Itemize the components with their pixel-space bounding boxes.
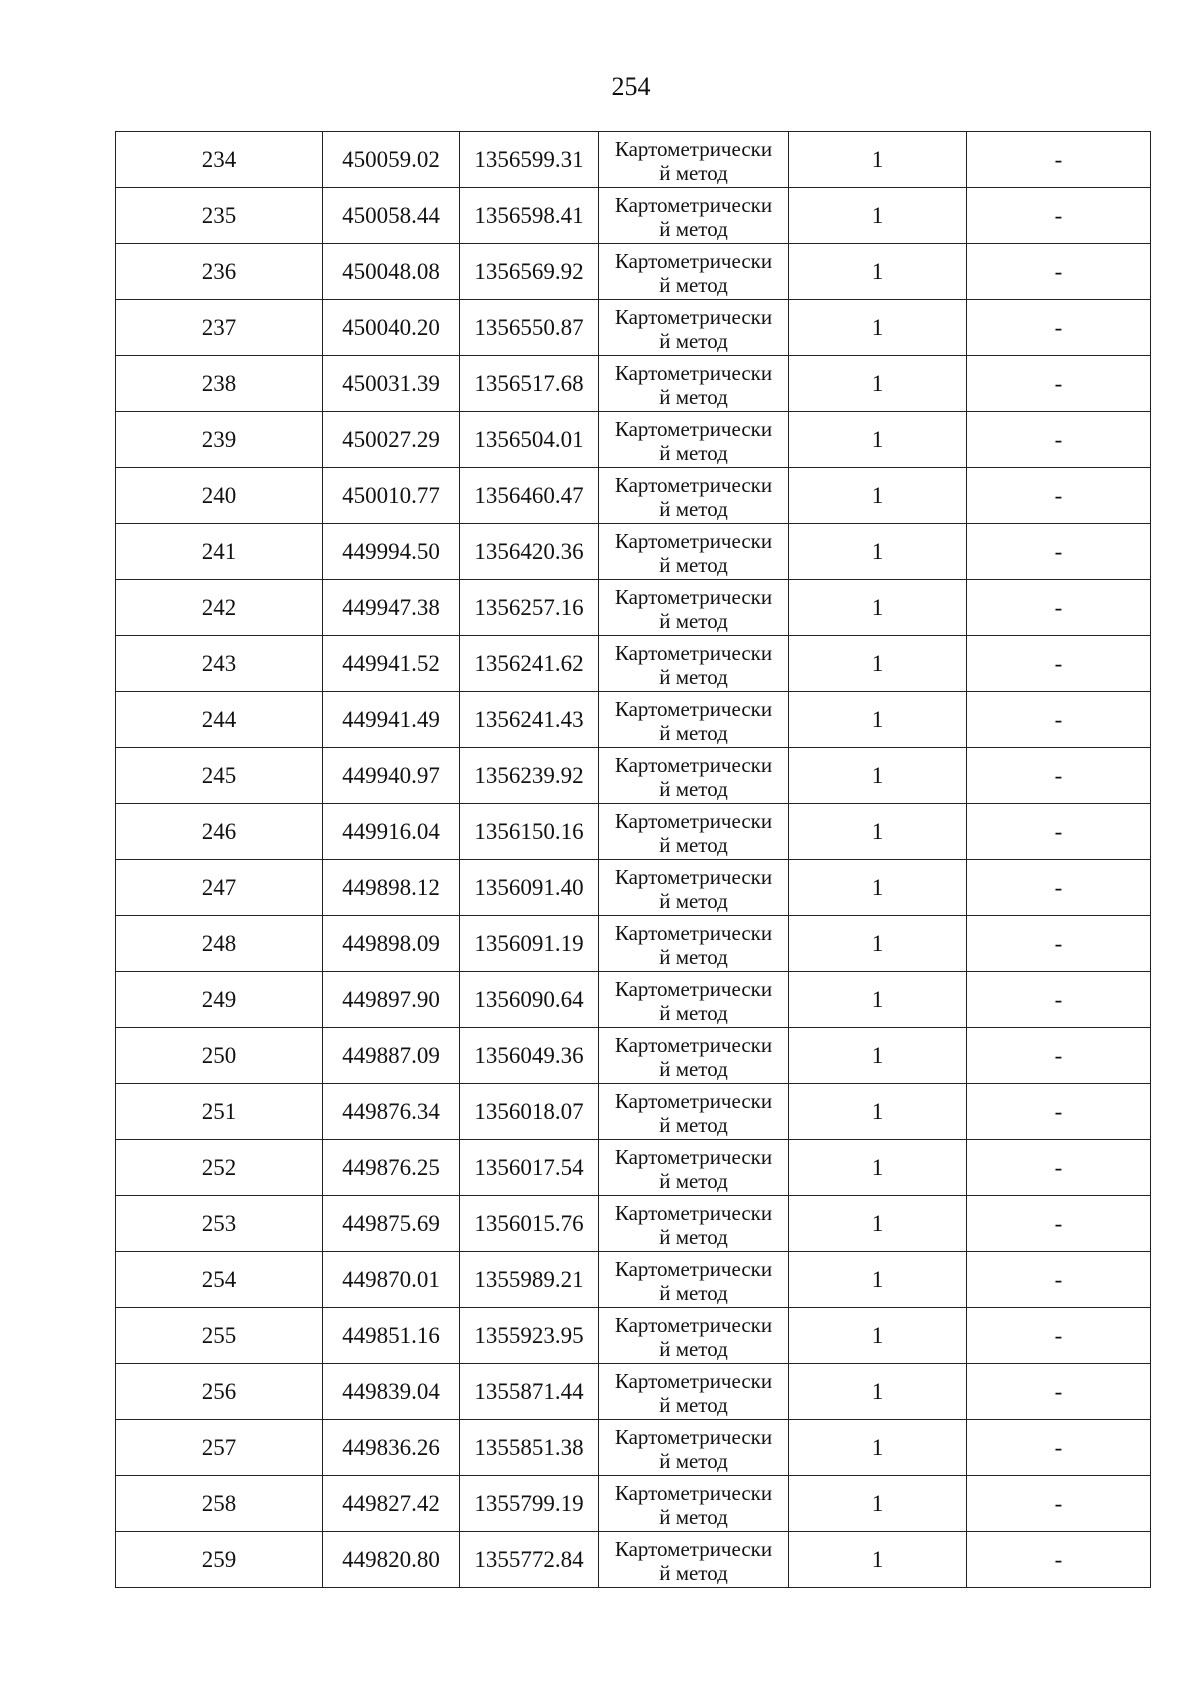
method-cell bbox=[599, 524, 789, 580]
method-line-1: Картометрически bbox=[614, 696, 773, 721]
method-line-2: й метод bbox=[659, 1056, 728, 1081]
method-cell bbox=[599, 916, 789, 972]
method-cell bbox=[599, 188, 789, 244]
table-row bbox=[116, 1252, 1151, 1308]
coordinate-x-cell: 449941.52 bbox=[323, 636, 460, 692]
table-row bbox=[116, 804, 1151, 860]
point-number-cell: 239 bbox=[116, 412, 323, 468]
method-line-2: й метод bbox=[659, 1112, 728, 1137]
point-number-cell: 245 bbox=[116, 748, 323, 804]
table-row bbox=[116, 1308, 1151, 1364]
accuracy-cell: 1 bbox=[789, 468, 967, 524]
accuracy-cell: 1 bbox=[789, 1476, 967, 1532]
table-row bbox=[116, 1420, 1151, 1476]
method-line-2: й метод bbox=[659, 328, 728, 353]
point-number-cell: 247 bbox=[116, 860, 323, 916]
point-number-cell: 236 bbox=[116, 244, 323, 300]
coordinate-x-cell: 449947.38 bbox=[323, 580, 460, 636]
method-line-2: й метод bbox=[659, 1504, 728, 1529]
coordinate-x-cell: 449898.09 bbox=[323, 916, 460, 972]
accuracy-cell: 1 bbox=[789, 300, 967, 356]
note-cell: - bbox=[967, 972, 1151, 1028]
coordinate-x-cell: 449876.25 bbox=[323, 1140, 460, 1196]
method-line-2: й метод bbox=[659, 1448, 728, 1473]
coordinate-y-cell: 1356241.62 bbox=[460, 636, 599, 692]
note-cell: - bbox=[967, 1252, 1151, 1308]
table-row bbox=[116, 1084, 1151, 1140]
method-line-2: й метод bbox=[659, 1224, 728, 1249]
accuracy-cell: 1 bbox=[789, 132, 967, 188]
coordinate-y-cell: 1356550.87 bbox=[460, 300, 599, 356]
table-row bbox=[116, 1476, 1151, 1532]
method-line-1: Картометрически bbox=[614, 1312, 773, 1337]
table-row bbox=[116, 748, 1151, 804]
method-line-1: Картометрически bbox=[614, 1256, 773, 1281]
coordinate-x-cell: 450031.39 bbox=[323, 356, 460, 412]
note-cell: - bbox=[967, 132, 1151, 188]
point-number-cell: 250 bbox=[116, 1028, 323, 1084]
accuracy-cell: 1 bbox=[789, 1252, 967, 1308]
coordinate-x-cell: 449994.50 bbox=[323, 524, 460, 580]
coordinate-y-cell: 1356091.40 bbox=[460, 860, 599, 916]
method-line-1: Картометрически bbox=[614, 192, 773, 217]
accuracy-cell: 1 bbox=[789, 524, 967, 580]
accuracy-cell: 1 bbox=[789, 916, 967, 972]
method-line-2: й метод bbox=[659, 1336, 728, 1361]
point-number-cell: 240 bbox=[116, 468, 323, 524]
coordinate-x-cell: 449875.69 bbox=[323, 1196, 460, 1252]
table-row bbox=[116, 244, 1151, 300]
table-row bbox=[116, 972, 1151, 1028]
point-number-cell: 248 bbox=[116, 916, 323, 972]
coordinate-x-cell: 449820.80 bbox=[323, 1532, 460, 1588]
page-number: 254 bbox=[611, 72, 651, 101]
method-line-2: й метод bbox=[659, 272, 728, 297]
method-line-2: й метод bbox=[659, 384, 728, 409]
table-row bbox=[116, 1532, 1151, 1588]
method-cell bbox=[599, 1532, 789, 1588]
coordinate-y-cell: 1356569.92 bbox=[460, 244, 599, 300]
method-line-2: й метод bbox=[659, 1560, 728, 1585]
method-line-1: Картометрически bbox=[614, 1480, 773, 1505]
note-cell: - bbox=[967, 1028, 1151, 1084]
accuracy-cell: 1 bbox=[789, 748, 967, 804]
method-line-2: й метод bbox=[659, 608, 728, 633]
coordinate-x-cell: 450059.02 bbox=[323, 132, 460, 188]
method-line-2: й метод bbox=[659, 496, 728, 521]
method-cell bbox=[599, 1420, 789, 1476]
coordinate-y-cell: 1356017.54 bbox=[460, 1140, 599, 1196]
method-cell bbox=[599, 1252, 789, 1308]
table-row bbox=[116, 1028, 1151, 1084]
table-row bbox=[116, 916, 1151, 972]
coordinate-y-cell: 1356257.16 bbox=[460, 580, 599, 636]
table-row bbox=[116, 1196, 1151, 1252]
method-line-1: Картометрически bbox=[614, 416, 773, 441]
point-number-cell: 249 bbox=[116, 972, 323, 1028]
coordinate-y-cell: 1356517.68 bbox=[460, 356, 599, 412]
method-cell bbox=[599, 300, 789, 356]
method-line-1: Картометрически bbox=[614, 1144, 773, 1169]
method-line-2: й метод bbox=[659, 440, 728, 465]
method-cell bbox=[599, 1364, 789, 1420]
coordinate-x-cell: 449941.49 bbox=[323, 692, 460, 748]
method-line-2: й метод bbox=[659, 1280, 728, 1305]
coordinate-y-cell: 1356049.36 bbox=[460, 1028, 599, 1084]
method-cell bbox=[599, 1028, 789, 1084]
accuracy-cell: 1 bbox=[789, 188, 967, 244]
method-cell bbox=[599, 132, 789, 188]
note-cell: - bbox=[967, 748, 1151, 804]
coordinate-y-cell: 1356420.36 bbox=[460, 524, 599, 580]
method-line-2: й метод bbox=[659, 832, 728, 857]
point-number-cell: 256 bbox=[116, 1364, 323, 1420]
table-row bbox=[116, 356, 1151, 412]
table-body bbox=[116, 132, 1151, 1588]
method-cell bbox=[599, 1308, 789, 1364]
accuracy-cell: 1 bbox=[789, 244, 967, 300]
method-line-1: Картометрически bbox=[614, 976, 773, 1001]
method-line-2: й метод bbox=[659, 216, 728, 241]
accuracy-cell: 1 bbox=[789, 860, 967, 916]
method-cell bbox=[599, 804, 789, 860]
method-line-1: Картометрически bbox=[614, 136, 773, 161]
coordinates-table bbox=[115, 131, 1151, 1588]
method-line-1: Картометрически bbox=[614, 752, 773, 777]
method-line-1: Картометрически bbox=[614, 1368, 773, 1393]
method-cell bbox=[599, 636, 789, 692]
coordinate-x-cell: 449887.09 bbox=[323, 1028, 460, 1084]
note-cell: - bbox=[967, 1196, 1151, 1252]
accuracy-cell: 1 bbox=[789, 1308, 967, 1364]
coordinate-y-cell: 1355799.19 bbox=[460, 1476, 599, 1532]
method-line-2: й метод bbox=[659, 664, 728, 689]
accuracy-cell: 1 bbox=[789, 1364, 967, 1420]
note-cell: - bbox=[967, 1084, 1151, 1140]
table-row bbox=[116, 1140, 1151, 1196]
accuracy-cell: 1 bbox=[789, 1028, 967, 1084]
coordinate-x-cell: 449897.90 bbox=[323, 972, 460, 1028]
coordinate-x-cell: 449916.04 bbox=[323, 804, 460, 860]
method-line-1: Картометрически bbox=[614, 360, 773, 385]
coordinate-x-cell: 449827.42 bbox=[323, 1476, 460, 1532]
accuracy-cell: 1 bbox=[789, 1196, 967, 1252]
method-line-1: Картометрически bbox=[614, 1032, 773, 1057]
point-number-cell: 235 bbox=[116, 188, 323, 244]
coordinate-y-cell: 1356599.31 bbox=[460, 132, 599, 188]
point-number-cell: 237 bbox=[116, 300, 323, 356]
method-line-1: Картометрически bbox=[614, 1200, 773, 1225]
point-number-cell: 243 bbox=[116, 636, 323, 692]
note-cell: - bbox=[967, 1476, 1151, 1532]
method-cell bbox=[599, 1196, 789, 1252]
coordinate-x-cell: 449851.16 bbox=[323, 1308, 460, 1364]
coordinate-y-cell: 1355772.84 bbox=[460, 1532, 599, 1588]
method-line-2: й метод bbox=[659, 1000, 728, 1025]
table-row bbox=[116, 300, 1151, 356]
note-cell: - bbox=[967, 412, 1151, 468]
point-number-cell: 254 bbox=[116, 1252, 323, 1308]
method-cell bbox=[599, 1140, 789, 1196]
coordinate-x-cell: 450040.20 bbox=[323, 300, 460, 356]
method-cell bbox=[599, 748, 789, 804]
note-cell: - bbox=[967, 860, 1151, 916]
method-cell bbox=[599, 468, 789, 524]
table-row bbox=[116, 188, 1151, 244]
coordinate-y-cell: 1356504.01 bbox=[460, 412, 599, 468]
accuracy-cell: 1 bbox=[789, 1532, 967, 1588]
coordinate-y-cell: 1356091.19 bbox=[460, 916, 599, 972]
coordinate-y-cell: 1355851.38 bbox=[460, 1420, 599, 1476]
coordinate-x-cell: 449870.01 bbox=[323, 1252, 460, 1308]
coordinate-x-cell: 449898.12 bbox=[323, 860, 460, 916]
method-line-1: Картометрически bbox=[614, 528, 773, 553]
method-line-2: й метод bbox=[659, 944, 728, 969]
note-cell: - bbox=[967, 916, 1151, 972]
point-number-cell: 238 bbox=[116, 356, 323, 412]
method-cell bbox=[599, 1084, 789, 1140]
method-line-2: й метод bbox=[659, 160, 728, 185]
coordinate-x-cell: 450027.29 bbox=[323, 412, 460, 468]
note-cell: - bbox=[967, 1364, 1151, 1420]
note-cell: - bbox=[967, 636, 1151, 692]
method-line-1: Картометрически bbox=[614, 808, 773, 833]
coordinate-y-cell: 1356598.41 bbox=[460, 188, 599, 244]
note-cell: - bbox=[967, 580, 1151, 636]
method-cell bbox=[599, 580, 789, 636]
table-row bbox=[116, 860, 1151, 916]
accuracy-cell: 1 bbox=[789, 692, 967, 748]
table-row bbox=[116, 468, 1151, 524]
method-cell bbox=[599, 356, 789, 412]
method-line-2: й метод bbox=[659, 1168, 728, 1193]
point-number-cell: 252 bbox=[116, 1140, 323, 1196]
coordinate-y-cell: 1356090.64 bbox=[460, 972, 599, 1028]
coordinate-y-cell: 1355871.44 bbox=[460, 1364, 599, 1420]
point-number-cell: 241 bbox=[116, 524, 323, 580]
note-cell: - bbox=[967, 244, 1151, 300]
coordinate-y-cell: 1356018.07 bbox=[460, 1084, 599, 1140]
table-row bbox=[116, 1364, 1151, 1420]
coordinate-y-cell: 1356241.43 bbox=[460, 692, 599, 748]
method-cell bbox=[599, 860, 789, 916]
coordinate-y-cell: 1356150.16 bbox=[460, 804, 599, 860]
point-number-cell: 258 bbox=[116, 1476, 323, 1532]
method-line-2: й метод bbox=[659, 776, 728, 801]
accuracy-cell: 1 bbox=[789, 804, 967, 860]
method-cell bbox=[599, 1476, 789, 1532]
method-line-1: Картометрически bbox=[614, 864, 773, 889]
method-line-1: Картометрически bbox=[614, 1088, 773, 1113]
method-line-2: й метод bbox=[659, 720, 728, 745]
table-row bbox=[116, 580, 1151, 636]
accuracy-cell: 1 bbox=[789, 636, 967, 692]
method-line-2: й метод bbox=[659, 1392, 728, 1417]
point-number-cell: 242 bbox=[116, 580, 323, 636]
method-line-1: Картометрически bbox=[614, 584, 773, 609]
accuracy-cell: 1 bbox=[789, 412, 967, 468]
coordinate-y-cell: 1356015.76 bbox=[460, 1196, 599, 1252]
method-line-1: Картометрически bbox=[614, 920, 773, 945]
point-number-cell: 251 bbox=[116, 1084, 323, 1140]
note-cell: - bbox=[967, 1420, 1151, 1476]
point-number-cell: 253 bbox=[116, 1196, 323, 1252]
coordinate-x-cell: 449836.26 bbox=[323, 1420, 460, 1476]
coordinate-y-cell: 1356239.92 bbox=[460, 748, 599, 804]
table-row bbox=[116, 524, 1151, 580]
coordinate-x-cell: 449839.04 bbox=[323, 1364, 460, 1420]
point-number-cell: 234 bbox=[116, 132, 323, 188]
accuracy-cell: 1 bbox=[789, 1420, 967, 1476]
method-line-1: Картометрически bbox=[614, 640, 773, 665]
note-cell: - bbox=[967, 804, 1151, 860]
point-number-cell: 244 bbox=[116, 692, 323, 748]
method-line-1: Картометрически bbox=[614, 1424, 773, 1449]
method-line-2: й метод bbox=[659, 552, 728, 577]
coordinate-x-cell: 449940.97 bbox=[323, 748, 460, 804]
note-cell: - bbox=[967, 356, 1151, 412]
table-row bbox=[116, 412, 1151, 468]
coordinate-y-cell: 1355923.95 bbox=[460, 1308, 599, 1364]
table-row bbox=[116, 636, 1151, 692]
coordinate-x-cell: 450058.44 bbox=[323, 188, 460, 244]
note-cell: - bbox=[967, 692, 1151, 748]
accuracy-cell: 1 bbox=[789, 1140, 967, 1196]
method-cell bbox=[599, 972, 789, 1028]
accuracy-cell: 1 bbox=[789, 972, 967, 1028]
method-cell bbox=[599, 244, 789, 300]
note-cell: - bbox=[967, 468, 1151, 524]
coordinate-x-cell: 450010.77 bbox=[323, 468, 460, 524]
method-line-1: Картометрически bbox=[614, 248, 773, 273]
note-cell: - bbox=[967, 524, 1151, 580]
table-row bbox=[116, 692, 1151, 748]
point-number-cell: 257 bbox=[116, 1420, 323, 1476]
note-cell: - bbox=[967, 300, 1151, 356]
coordinate-x-cell: 450048.08 bbox=[323, 244, 460, 300]
method-line-1: Картометрически bbox=[614, 472, 773, 497]
accuracy-cell: 1 bbox=[789, 580, 967, 636]
method-line-1: Картометрически bbox=[614, 304, 773, 329]
note-cell: - bbox=[967, 1532, 1151, 1588]
method-cell bbox=[599, 692, 789, 748]
coordinate-y-cell: 1355989.21 bbox=[460, 1252, 599, 1308]
coordinate-y-cell: 1356460.47 bbox=[460, 468, 599, 524]
table-row bbox=[116, 132, 1151, 188]
point-number-cell: 255 bbox=[116, 1308, 323, 1364]
note-cell: - bbox=[967, 188, 1151, 244]
coordinate-x-cell: 449876.34 bbox=[323, 1084, 460, 1140]
note-cell: - bbox=[967, 1308, 1151, 1364]
accuracy-cell: 1 bbox=[789, 356, 967, 412]
method-line-1: Картометрически bbox=[614, 1536, 773, 1561]
point-number-cell: 259 bbox=[116, 1532, 323, 1588]
point-number-cell: 246 bbox=[116, 804, 323, 860]
method-cell bbox=[599, 412, 789, 468]
note-cell: - bbox=[967, 1140, 1151, 1196]
method-line-2: й метод bbox=[659, 888, 728, 913]
accuracy-cell: 1 bbox=[789, 1084, 967, 1140]
